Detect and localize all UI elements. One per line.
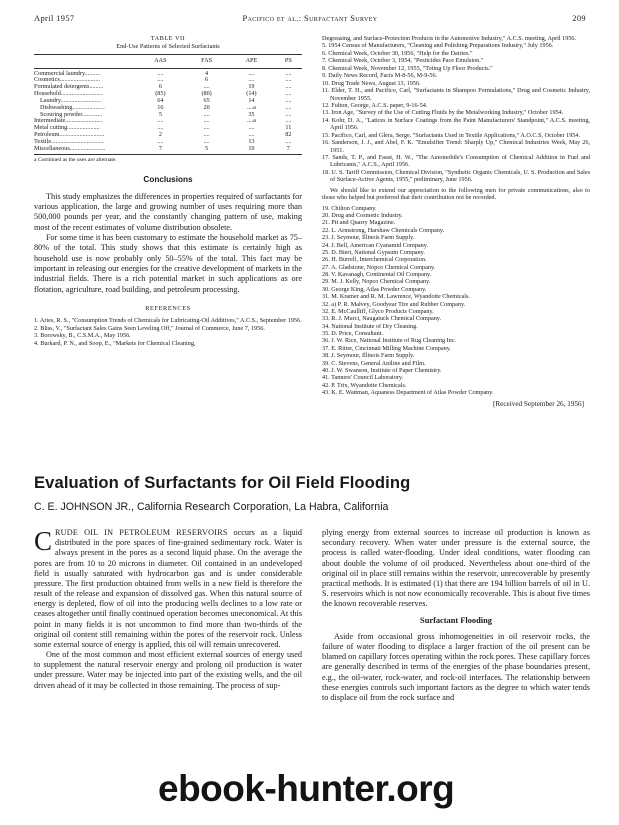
table-header-row [34, 54, 302, 68]
reference-item: 10. Drug Trade News, August 13, 1956. [322, 79, 421, 87]
table-cell: 7 [275, 146, 302, 155]
table-cell: 64 [157, 96, 164, 104]
contributor-item: 40. J. W. Swanson, Institute of Paper Chemistry. [322, 366, 442, 374]
reference-item: 8. Chemical Week, November 12, 1955, "Toting Up Floor Products." [322, 64, 493, 72]
surfactant-flooding-heading: Surfactant Flooding [420, 616, 492, 626]
table-cell: 19 [248, 83, 255, 91]
body-paragraph: One of the most common and most efficient external sources of energy used to supplement the natural reservoir energy and prolong oil production is water under pressure. Water may be injected into part of the existing wells, and the oil driven ahead of it may be collected in those remaining. The process of sup- [34, 650, 302, 690]
table-cell: 35 [248, 110, 255, 118]
table-cell: .... [285, 137, 292, 145]
conclusions-heading: Conclusions [143, 175, 193, 185]
table-cell: .... [157, 69, 164, 77]
conclusions-paragraph: For some time it has been customary to estimate the household market as 75–80% of the total. This study shows that this estimate is certainly high as household use is now probably only 50–55% of the total. This fact may be important in releasing our energies for the creative development of markets in the industrial fields. There is a rich potential market in such applications as ore flotation, agriculture, road building, and petroleum processing. [34, 233, 302, 294]
table-cell: 7 [136, 146, 185, 155]
contributor-item: 32. E. McCaulliff, Glyco Products Company. [322, 307, 434, 315]
contributor-item: 36. J. W. Rice, National Institute of Rug Cleaning Inc. [322, 337, 457, 345]
table-cell: .... [203, 117, 210, 125]
contributor-item: 22. L. Armstrong, Harshaw Chemicals Company. [322, 226, 445, 234]
table-cell: ....a [246, 117, 256, 125]
reference-item: 15. Pacifico, Carl, and Glera, Serge. "Surfactants Used in Textile Applications," A.O.C.S, October 1954. [322, 131, 581, 139]
table-subtitle: End-Use Patterns of Selected Surfactants [116, 42, 220, 50]
table-cell: Dishwashing..................... [40, 103, 105, 111]
received-date: [Received September 26, 1956] [492, 400, 584, 409]
table-cell: 2 [158, 130, 162, 138]
table-cell: .... [285, 76, 292, 84]
table-cell: .... [248, 76, 255, 84]
table-cell: 20 [203, 103, 210, 111]
reference-item: 11. Elder, T. H., and Pacifico, Carl, "Surfactants in Shampoo Formulations," Drug and Cosmetic Industry, November 1955. [322, 87, 590, 102]
reference-item: 12. Fulton, George, A.C.S. paper, 9-16-54. [322, 101, 428, 109]
contributor-item: 42. P. Trix, Wyandotte Chemicals. [322, 381, 407, 389]
table-cell: .... [285, 96, 292, 104]
body-paragraph: Aside from occasional gross inhomogeneities in oil reservoir rocks, the failure of water flooding to displace a larger fraction of the oil present can be blamed on capillary forces operating within the rock pores. These capillary forces are generally described in terms of the energies of the phase boundaries present, e.g., the oil-water, rock-water, and rock-oil interfaces. The relationship between these energies controls such important factors as the degree to which water tends to displace oil from the rock surface and [322, 631, 590, 702]
table-cell: .... [285, 69, 292, 77]
contributor-item: 24. J. Bell, American Cyanamid Company. [322, 241, 428, 249]
table-header-cell: APE [228, 54, 274, 68]
page-header [34, 14, 586, 26]
table-cell: .... [157, 124, 164, 132]
table-cell: Commercial laundry.......... [34, 69, 101, 77]
table-cell: 16 [157, 103, 164, 111]
table-cell: .... [157, 137, 164, 145]
reference-item: 2. Bliss, V., "Surfactant Sales Gains Seen Leveling Off," Journal of Commerce, June 7, 1956. [34, 324, 265, 332]
article-title: Evaluation of Surfactants for Oil Field Flooding [34, 473, 411, 492]
contributor-item: 19. Chilton Company. [322, 204, 377, 212]
table-cell: 11 [285, 124, 292, 132]
table-cell: 4 [205, 69, 209, 77]
contributor-item: 23. J. Seymour, Illinois Farm Supply. [322, 234, 415, 242]
contributor-item: 43. K. E. Wattman, Aquaness Department of Atlas Powder Company. [322, 389, 494, 396]
reference-item: Degreasing, and Surface-Protection Products in the Automotive Industry," A.C.S. meeting, April 1956. [322, 35, 577, 42]
table-body [34, 68, 302, 155]
references-list-left [34, 317, 302, 347]
table-cell: Household........................... [34, 90, 103, 98]
article-author: C. E. JOHNSON JR., California Research Corporation, La Habra, California [34, 501, 389, 513]
left-column-top [34, 35, 302, 347]
table-cell: Intermediate........................ [34, 117, 103, 125]
table-cell: (85) [155, 90, 166, 98]
table-cell: .... [285, 90, 292, 98]
table-cell: 19 [228, 146, 274, 155]
left-column-bottom [34, 528, 302, 691]
table-cell: 65 [203, 96, 210, 104]
table-cell: Laundry.......................... [40, 96, 101, 104]
contributor-item: 32. a) P. R. Malvey, Goodyear Tire and Rubber Company. [322, 300, 466, 308]
contributors-list [322, 205, 590, 397]
references-heading: REFERENCES [145, 305, 191, 313]
table-cell: 13 [248, 137, 255, 145]
table-header-cell [34, 54, 136, 68]
table-cell: .... [285, 110, 292, 118]
table-cell: .... [203, 124, 210, 132]
table-header-cell: AAS [136, 54, 185, 68]
contributor-item: 39. C. Stevens, General Aniline and Film. [322, 359, 426, 367]
contributor-item: 31. M. Kramer and R. M. Lawrence, Wyandotte Chemicals. [322, 293, 470, 301]
contributor-item: 33. R. J. Murci, Naugatuck Chemical Company. [322, 315, 442, 323]
contributor-item: 28. V. Kavanagh, Continental Oil Company. [322, 271, 432, 278]
table-cell: .... [248, 130, 255, 138]
header-date: April 1957 [34, 14, 75, 23]
table-cell: 5 [185, 146, 228, 155]
table-cell: .... [157, 76, 164, 84]
table-cell: .... [203, 83, 210, 91]
reference-item: 13. Iron Age, "Survey of the Use of Cutting Fluids by the Metalworking Industry," October 1954. [322, 109, 564, 117]
reference-item: 5. 1954 Census of Manufacturers, "Cleaning and Polishing Preparations Industry," July 1956. [322, 42, 554, 50]
contributor-item: 38. J. Seymour, Illinois Farm Supply. [322, 352, 415, 360]
contributor-item: 25. D. Bieri, National Gypsum Company. [322, 248, 425, 256]
end-use-table [34, 54, 302, 156]
table-cell: .... [203, 130, 210, 138]
table-cell: (14) [246, 90, 257, 98]
reference-item: 3. Borowsky, B., C.S.M.A., May 1956. [34, 332, 131, 340]
table-cell: 6 [205, 76, 209, 84]
header-running-title: Pacifico et al.: Surfactant Survey [242, 14, 378, 23]
body-paragraph: plying energy from external sources to increase oil production is known as secondary recovery. When water under pressure is the external source, the process is called water-flooding. Under ideal conditions, water flooding can about double the volume of oil produced. Nevertheless about one-third of the original oil in place still remains within the reservoir, unrecoverable by presently practical methods. It is estimated (1) that there are 194 billion barrels of oil in U. S. reservoirs which is not now economically recoverable. This is about five times the known recoverable reserves. [322, 528, 590, 609]
table-cell: .... [203, 137, 210, 145]
lead-paragraph [34, 528, 302, 650]
right-column-bottom [322, 528, 590, 703]
conclusions-paragraph: This study emphasizes the differences in properties required of surfactants for various application, the large and growing number of uses requiring more than 500,000 pounds per year, and the constantly changing pattern of use, making most of the recent estimates of volume distribution obsolete. [34, 191, 302, 232]
table-cell: 6 [158, 83, 162, 91]
contributor-item: 27. A. Gladstone, Nopco Chemical Company. [322, 263, 436, 271]
table-row [34, 146, 302, 155]
table-cell: .... [248, 69, 255, 77]
table-cell: (80) [201, 90, 212, 98]
reference-item: 1. Aries, R. S., "Consumption Trends of Chemicals for Lubricating-Oil Additives," A.C.S., September 1956. [34, 316, 302, 324]
reference-item: 17. Sands, T. P., and Faust, H. W., "The Automobile's Consumption of Chemical Addition in Fuel and Lubricants," A.C.S., April 1956. [322, 154, 590, 169]
table-cell: ....a [246, 103, 256, 111]
contributor-item: 34. National Institute of Dry Cleaning. [322, 322, 418, 330]
table-cell: Miscellaneous....................... [34, 146, 136, 155]
reference-item: 7. Chemical Week, October 3, 1954, "Pesticides Pace Emulsion." [322, 57, 484, 65]
table-footnote: a Combined as the uses are alternate. [34, 157, 117, 164]
table-cell: .... [285, 83, 292, 91]
contributor-item: 29. M. J. Kelly, Nopco Chemical Company. [322, 278, 431, 286]
table-cell: .... [285, 117, 292, 125]
references-list-right [322, 35, 590, 184]
reference-item: 9. Daily News Record, Facts M-8-56, M-9-56. [322, 72, 438, 80]
table-header-cell: FAS [185, 54, 228, 68]
table-cell: Metal cutting..................... [34, 124, 100, 132]
header-page-number: 209 [572, 14, 586, 23]
table-cell: Formulated detergents......... [34, 83, 104, 91]
lead-text: occurs as a liquid distributed in the pore spaces of fine-grained sedimentary rock. Water is always present in the pores as a second liquid phase. On the average the pores are from 10 to 20 microns in diameter. Oil contained in an undeveloped field is usually saturated with hydrocarbon gas and is under considerable pressure. The first production obtained from wells in a new field is therefore the result of the release and expansion of dissolved gas. When this natural source of energy is depleted, flow of oil into the producing wells declines to a low rate or ceases altogether until finally continued operation becomes uneconomical. At this point in many fields it is not uncommon to find more than two-thirds of the original oil content still remaining within the pores of the reservoir rock. Unless some external source of energy is applied, this oil will remain unrecovered. [34, 528, 302, 649]
contributor-item: 41. Tanners' Council Laboratory. [322, 374, 404, 382]
lead-smallcaps: RUDE OIL IN PETROLEUM RESERVOIRS [55, 528, 228, 537]
drop-cap: C [34, 526, 53, 556]
table-cell: .... [157, 117, 164, 125]
table-cell: 5 [158, 110, 162, 118]
reference-item: 16. Sanderson, J. J., and Abel, F. K. "Emulsifier Trend: Sharply Up," Chemical Industries Week, May 26, 1951. [322, 139, 590, 154]
table-cell: Petroleum............................. [34, 130, 105, 138]
table-cell: 14 [248, 96, 255, 104]
table-cell: .... [248, 124, 255, 132]
watermark: ebook-hunter.org [158, 768, 455, 809]
reference-item: 14. Kohr, D. A., "Latices in Surface Coatings from the Paint Manufacturers' Standpoint," A.C.S. meeting, April 1956. [322, 116, 590, 132]
table-cell: 82 [285, 130, 292, 138]
contributor-item: 35. D. Price, Consultant. [322, 330, 384, 337]
table-title: TABLE VII [150, 35, 186, 42]
contributor-item: 37. E. Ritter, Cincinnati Milling Machine Company. [322, 344, 451, 352]
acknowledgment: We should like to extend our appreciation to the following men for private communications, also to those who helped but preferred that their contribution not be recorded. [322, 186, 590, 202]
contributor-item: 30. George King, Atlas Powder Company. [322, 285, 427, 293]
reference-item: 18. U. S. Tariff Commission, Chemical Division, "Synthetic Organic Chemicals, U. S. Production and Sales of Surface-Active Agents, 1955," preliminary, June 1956. [322, 168, 590, 184]
table-cell: Scouring powder............. [40, 110, 103, 118]
table-cell: Textile.................................. [34, 137, 104, 145]
table-cell: .... [285, 103, 292, 111]
table-cell: .... [203, 110, 210, 118]
table-header-cell: PS [275, 54, 302, 68]
table-cell: Cosmetics.......................... [34, 76, 100, 84]
contributor-item: 20. Drug and Cosmetic Industry. [322, 212, 403, 219]
contributor-item: 21. Pit and Quarry Magazine. [322, 219, 396, 227]
right-column-top [322, 35, 590, 409]
reference-item: 6. Chemical Week, October 30, 1956, "Help for the Dairies." [322, 49, 473, 57]
contributor-item: 26. H. Burrell, Interchemical Corporation. [322, 256, 427, 264]
reference-item: 4. Burkard, P. N., and Soop, E., "Markets for Chemical Cleaning, [34, 339, 196, 347]
